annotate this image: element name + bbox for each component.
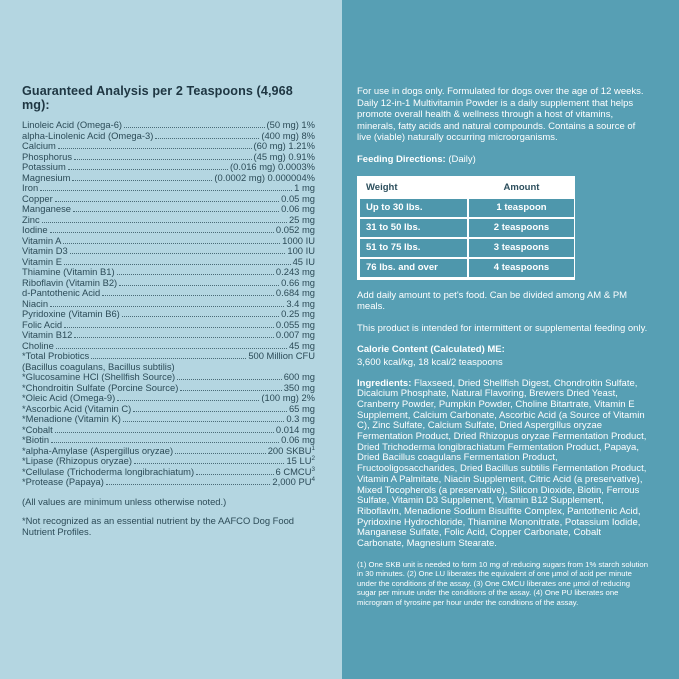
- analysis-row: [22, 288, 315, 299]
- analysis-row-subline: (Bacillus coagulans, Bacillus subtilis): [22, 360, 175, 372]
- analysis-row-value: 2,000 $PU^4$: [272, 475, 315, 487]
- analysis-row-value: 0.25 mg: [281, 308, 315, 319]
- analysis-row-label: Niacin: [22, 297, 49, 309]
- ingredients-label: Ingredients:: [357, 377, 412, 389]
- analysis-row-label: *Total Probiotics: [22, 350, 90, 361]
- analysis-row: [22, 162, 315, 173]
- analysis-row: [22, 204, 315, 215]
- feeding-table: [357, 176, 575, 280]
- dotted-leader: [122, 316, 279, 317]
- dotted-leader: [177, 379, 282, 380]
- analysis-row-label: Linoleic Acid (Omega-6): [22, 119, 123, 130]
- analysis-row: [22, 330, 315, 341]
- dotted-leader: [106, 484, 271, 485]
- analysis-row-value: 45 mg: [288, 339, 315, 351]
- dotted-leader: [72, 180, 212, 181]
- feeding-row-amount: 2 teaspoons: [469, 219, 574, 237]
- analysis-row-value: (45 mg) 0.91%: [253, 150, 315, 162]
- dotted-leader: [119, 285, 279, 286]
- ingredients-paragraph: [357, 379, 650, 550]
- ingredients-text: Flaxseed, Dried Shellfish Digest, Chondroitin Sulfate, Dicalcium Phosphate, Natural Flavoring, Brewers Dried Yeast, Cranberry Powder, Pumpkin Powder, Choline Bitartrate, Vitamin E Supplement, Calcium Carbonate, Ascorbic Acid (a Source of Vitamin C), Zinc Sulfate, Calcium Sulfate, Dried Aspergillus oryzae Fermentation Product, Dried Rhizopus oryzae Fermentation Product, Dried Trichoderma longibrachiatum Fermentation Product, Papaya, Dried Bacillus coagulans Fermentation Product, Fructooligosaccharides, Dried Bacillus subtilis Fermentation Product, Vitamin A Palmitate, Niacin Supplement, Citric Acid (a preservative), Mixed Tocopherols (a preservative), Silicon Dioxide, Biotin, Ferrous Sulfate, Vitamin D3 Supplement, Vitamin B12 Supplement, Riboflavin, Menadione Sodium Bisulfite Complex, Pantothenic Acid, Pyridoxine Hydrochloride, Thiamine Mononitrate, Potassium Iodide, Manganese Sulfate, Folic Acid, Copper Carbonate, Cobalt Carbonate, Magnesium Stearate.: [357, 377, 647, 550]
- analysis-row-value: 0.052 mg: [275, 224, 315, 235]
- feeding-directions-suffix: (Daily): [445, 153, 476, 165]
- analysis-row-value: 500 Million CFU: [248, 350, 315, 361]
- analysis-row-value: (60 mg) 1.21%: [253, 140, 315, 151]
- analysis-row: [22, 225, 315, 236]
- analysis-row-value: 0.3 mg: [286, 413, 315, 424]
- dotted-leader: [70, 253, 286, 254]
- calorie-value: 3,600 kcal/kg, 18 kcal/2 teaspoons: [357, 356, 503, 368]
- analysis-row-value: 200 SKBU$^1$: [267, 444, 315, 456]
- analysis-row-value: 100 IU: [287, 245, 315, 256]
- intermittent-note: This product is intended for intermittent or supplemental feeding only.: [357, 322, 648, 334]
- feeding-directions-label: Feeding Directions:: [357, 153, 446, 165]
- analysis-row: [22, 141, 315, 152]
- analysis-row-value: 0.06 mg: [281, 203, 315, 214]
- dotted-leader: [117, 400, 259, 401]
- dotted-leader: [63, 243, 280, 244]
- analysis-row-label: *Lipase (Rhizopus oryzae): [22, 455, 132, 466]
- analysis-row: [22, 173, 315, 184]
- analysis-row-label: *Chondroitin Sulfate (Porcine Source): [22, 381, 179, 393]
- footnote-marker: 2: [311, 454, 315, 462]
- analysis-row-value: 65 mg: [288, 402, 315, 414]
- enzyme-footnotes: (1) One SKB unit is needed to form 10 mg of reducing sugars from 1% starch solution in 30 minutes. (2) One LU liberates the equivalent of one µmol of acid per minute under the conditions of the assay. (3) One CMCU liberates one µmol of reducing sugar per minute under the conditions of the assay. (4) One PU liberates one microgram of tyrosine per hour under the conditions of the assay.: [357, 559, 648, 607]
- analysis-row-value: 45 IU: [292, 255, 315, 267]
- analysis-row-label: Folic Acid: [22, 318, 63, 330]
- footnote-marker: 4: [311, 475, 315, 483]
- analysis-row-label: Vitamin B12: [22, 329, 73, 340]
- analysis-row: [22, 393, 315, 404]
- feeding-directions-heading: [357, 154, 650, 166]
- analysis-row-label: Choline: [22, 339, 54, 351]
- dotted-leader: [91, 358, 246, 359]
- calorie-heading: Calorie Content (Calculated) ME:: [357, 344, 505, 356]
- analysis-row-label: Copper: [22, 192, 53, 204]
- analysis-row: [22, 120, 315, 131]
- analysis-row-label: Iodine: [22, 224, 48, 235]
- feeding-row-weight: Up to 30 lbs.: [360, 199, 467, 217]
- analysis-row: [22, 267, 315, 278]
- analysis-row-label: *Oleic Acid (Omega-9): [22, 392, 116, 403]
- analysis-row-label: d-Pantothenic Acid: [22, 287, 101, 298]
- analysis-row-value: 6 CMCU$^3$: [275, 465, 315, 477]
- dotted-leader: [74, 337, 274, 338]
- dotted-leader: [133, 411, 287, 412]
- analysis-row-value: 0.014 mg: [275, 423, 315, 435]
- footnote-marker: 3: [311, 465, 315, 473]
- analysis-row-value: 0.007 mg: [275, 329, 315, 340]
- analysis-row-value: 350 mg: [283, 381, 315, 393]
- analysis-list: [22, 120, 315, 488]
- dotted-leader: [102, 295, 274, 296]
- analysis-row-value: 25 mg: [288, 213, 315, 225]
- dotted-leader: [51, 442, 279, 443]
- analysis-row-label: *alpha-Amylase (Aspergillus oryzae): [22, 444, 174, 456]
- analysis-row-value: 0.06 mg: [281, 434, 315, 445]
- feeding-row-weight: 31 to 50 lbs.: [360, 219, 467, 237]
- dotted-leader: [64, 264, 291, 265]
- dotted-leader: [50, 306, 284, 307]
- analysis-row-label: *Ascorbic Acid (Vitamin C): [22, 402, 132, 414]
- analysis-row-label: Manganese: [22, 203, 71, 214]
- feeding-row-weight: 51 to 75 lbs.: [360, 239, 467, 257]
- dotted-leader: [64, 327, 274, 328]
- feeding-row-amount: 1 teaspoon: [469, 199, 574, 217]
- analysis-row-label: Pyridoxine (Vitamin B6): [22, 308, 120, 319]
- analysis-row-value: 0.66 mg: [281, 276, 315, 288]
- analysis-row-label: Thiamine (Vitamin B1): [22, 266, 115, 277]
- analysis-row-label: Vitamin E: [22, 255, 62, 267]
- dotted-leader: [55, 201, 279, 202]
- analysis-row: [22, 351, 315, 362]
- feeding-table-header-amount: Amount: [469, 179, 574, 197]
- analysis-row-value: (0.0002 mg) 0.000004%: [214, 171, 315, 183]
- dotted-leader: [58, 148, 252, 149]
- aafco-note: *Not recognized as an essential nutrient by the AAFCO Dog Food Nutrient Profiles.: [22, 514, 295, 537]
- analysis-row-label: Zinc: [22, 213, 40, 225]
- analysis-row-value: 0.05 mg: [281, 192, 315, 204]
- analysis-row-value: 0.684 mg: [275, 287, 315, 298]
- dotted-leader: [117, 274, 274, 275]
- analysis-row: [22, 456, 315, 467]
- analysis-row: [22, 435, 315, 446]
- analysis-row-label: Calcium: [22, 140, 56, 151]
- analysis-row-value: 3.4 mg: [286, 297, 315, 309]
- analysis-row-value: 1000 IU: [282, 234, 315, 246]
- analysis-row: [22, 309, 315, 320]
- analysis-row-label: alpha-Linolenic Acid (Omega-3): [22, 129, 154, 141]
- feeding-row-amount: 4 teaspoons: [469, 259, 574, 277]
- analysis-row-value: (50 mg) 1%: [266, 119, 315, 130]
- dotted-leader: [180, 390, 281, 391]
- add-note: Add daily amount to pet's food. Can be divided among AM & PM meals.: [357, 289, 628, 313]
- analysis-row-label: *Biotin: [22, 434, 50, 445]
- analysis-row-label: Iron: [22, 182, 39, 193]
- analysis-row-label: *Protease (Papaya): [22, 476, 104, 487]
- analysis-row-value: 15 $LU^2$: [286, 454, 315, 466]
- analysis-row: [22, 414, 315, 425]
- analysis-row-value: 0.055 mg: [275, 318, 315, 330]
- analysis-row-label: Phosphorus: [22, 150, 73, 162]
- dotted-leader: [56, 348, 287, 349]
- analysis-row-label: *Cellulase (Trichoderma longibrachiatum): [22, 465, 195, 477]
- analysis-row: [22, 425, 315, 436]
- analysis-row-label: Magnesium: [22, 171, 71, 183]
- analysis-row-value: (100 mg) 2%: [261, 392, 315, 403]
- dotted-leader: [155, 138, 259, 139]
- analysis-row-label: Vitamin A: [22, 234, 62, 246]
- analysis-row-value: (0.016 mg) 0.0003%: [230, 161, 315, 172]
- dotted-leader: [42, 222, 287, 223]
- dotted-leader: [55, 432, 274, 433]
- guaranteed-analysis-title: Guaranteed Analysis per 2 Teaspoons (4,968 mg):: [22, 84, 293, 112]
- dotted-leader: [124, 127, 264, 128]
- feeding-row-amount: 3 teaspoons: [469, 239, 574, 257]
- analysis-row-label: Vitamin D3: [22, 245, 68, 256]
- dotted-leader: [123, 421, 284, 422]
- dotted-leader: [134, 463, 285, 464]
- analysis-row-value: 0.243 mg: [275, 266, 315, 277]
- analysis-row: [22, 477, 315, 488]
- dotted-leader: [196, 474, 273, 475]
- dotted-leader: [40, 190, 292, 191]
- analysis-row: [22, 372, 315, 383]
- analysis-row-label: Potassium: [22, 161, 66, 172]
- dotted-leader: [74, 159, 251, 160]
- dotted-leader: [50, 232, 274, 233]
- analysis-row-value: (400 mg) 8%: [261, 129, 315, 141]
- analysis-row-label: *Glucosamine HCl (Shellfish Source): [22, 371, 176, 382]
- analysis-row-value: 1 mg: [294, 182, 315, 193]
- feeding-table-header-weight: Weight: [360, 179, 467, 197]
- feeding-row-weight: 76 lbs. and over: [360, 259, 467, 277]
- footnote-marker: 1: [311, 444, 315, 452]
- analysis-row: [22, 215, 315, 226]
- analysis-row-label: *Menadione (Vitamin K): [22, 413, 121, 424]
- dotted-leader: [175, 453, 266, 454]
- intro-paragraph: For use in dogs only. Formulated for dogs over the age of 12 weeks. Daily 12-in-1 Multivitamin Powder is a daily supplement that helps promote overall health & wellness through a host of vitamins, minerals, fatty acids and natural compounds. Contains a source of live (viable) naturally occurring microorganisms.: [357, 86, 644, 144]
- directions-panel: [342, 0, 679, 679]
- analysis-row: [22, 246, 315, 257]
- dotted-leader: [73, 211, 279, 212]
- analysis-row-label: Riboflavin (Vitamin B2): [22, 276, 118, 288]
- dotted-leader: [68, 169, 228, 170]
- analysis-row-label: *Cobalt: [22, 423, 53, 435]
- analysis-row-value: 600 mg: [283, 371, 315, 382]
- minimum-values-note: (All values are minimum unless otherwise noted.): [22, 495, 227, 507]
- analysis-row: [22, 183, 315, 194]
